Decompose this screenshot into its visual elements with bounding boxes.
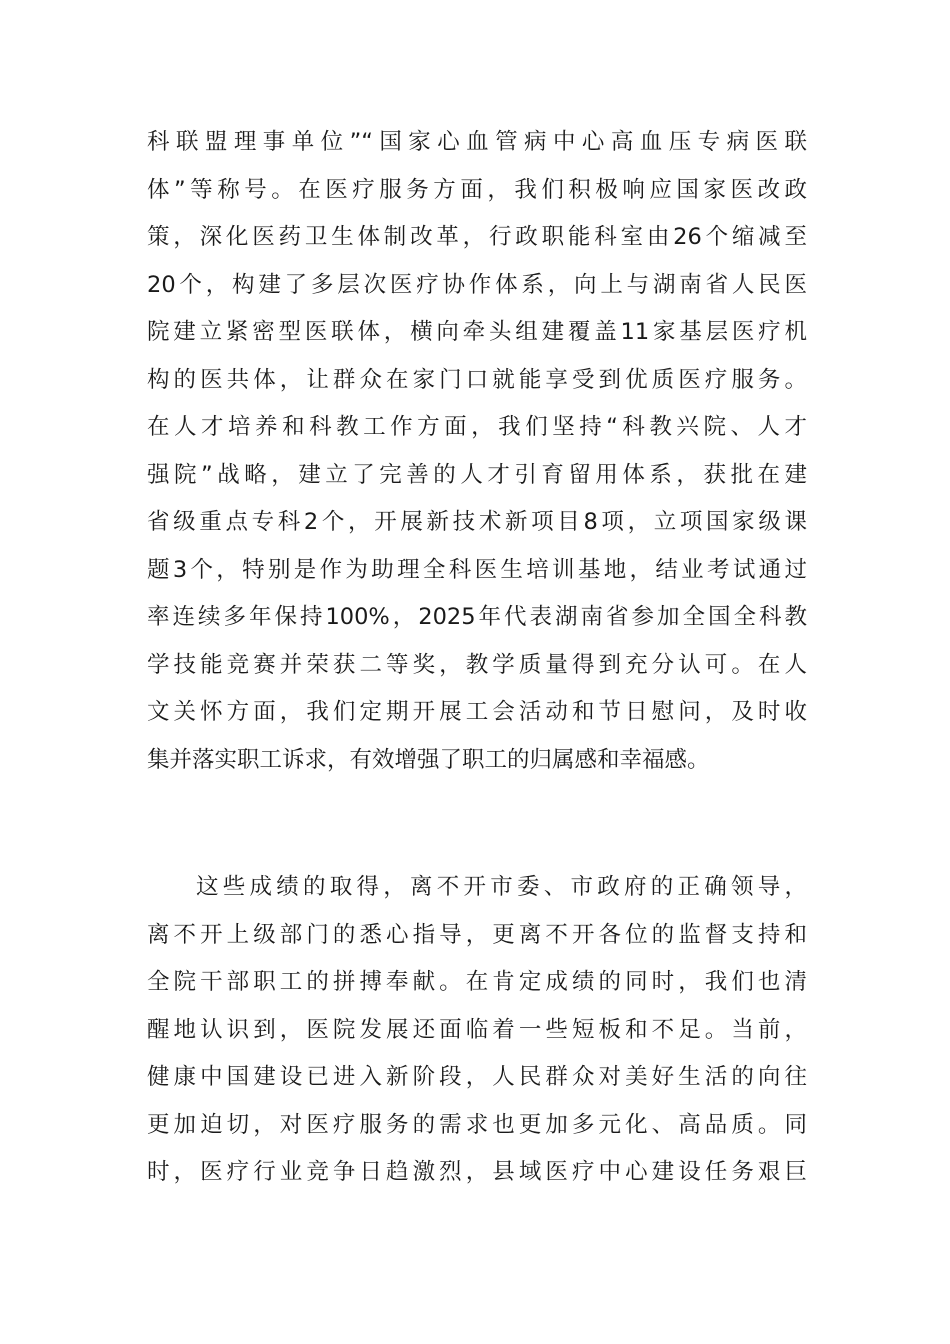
paragraph-1-line-6: 构的医共体，让群众在家门口就能享受到优质医疗服务。	[147, 367, 807, 393]
paragraph-1-line-9: 省级重点专科2个，开展新技术新项目8项，立项国家级课	[147, 509, 807, 535]
paragraph-2-line-2: 离不开上级部门的悉心指导，更离不开各位的监督支持和	[147, 922, 807, 948]
paragraph-2-line-7: 时，医疗行业竞争日趋激烈，县域医疗中心建设任务艰巨	[147, 1159, 807, 1185]
paragraph-1-line-1: 科联盟理事单位”“国家心血管病中心高血压专病医联	[147, 129, 807, 155]
paragraph-1-line-11: 率连续多年保持100%，2025年代表湖南省参加全国全科教	[147, 604, 807, 630]
paragraph-1-line-13: 文关怀方面，我们定期开展工会活动和节日慰问，及时收	[147, 699, 807, 725]
paragraph-1-line-3: 策，深化医药卫生体制改革，行政职能科室由26个缩减至	[147, 224, 807, 250]
paragraph-1-line-2: 体”等称号。在医疗服务方面，我们积极响应国家医改政	[147, 177, 807, 203]
paragraph-1-line-10: 题3个，特别是作为助理全科医生培训基地，结业考试通过	[147, 557, 807, 583]
paragraph-2-line-5: 健康中国建设已进入新阶段，人民群众对美好生活的向往	[147, 1064, 807, 1090]
paragraph-2-line-1: 这些成绩的取得，离不开市委、市政府的正确领导，	[196, 874, 807, 900]
paragraph-1-line-4: 20个，构建了多层次医疗协作体系，向上与湖南省人民医	[147, 272, 807, 298]
paragraph-1-line-14: 集并落实职工诉求，有效增强了职工的归属感和幸福感。	[147, 747, 710, 773]
paragraph-2-line-3: 全院干部职工的拼搏奉献。在肯定成绩的同时，我们也清	[147, 969, 807, 995]
paragraph-2-line-6: 更加迫切，对医疗服务的需求也更加多元化、高品质。同	[147, 1112, 807, 1138]
paragraph-2-line-4: 醒地认识到，医院发展还面临着一些短板和不足。当前，	[147, 1017, 807, 1043]
paragraph-1-line-8: 强院”战略，建立了完善的人才引育留用体系，获批在建	[147, 462, 807, 488]
paragraph-1-line-12: 学技能竞赛并荣获二等奖，教学质量得到充分认可。在人	[147, 652, 807, 678]
paragraph-1-line-5: 院建立紧密型医联体，横向牵头组建覆盖11家基层医疗机	[147, 319, 807, 345]
paragraph-1-line-7: 在人才培养和科教工作方面，我们坚持“科教兴院、人才	[147, 414, 807, 440]
